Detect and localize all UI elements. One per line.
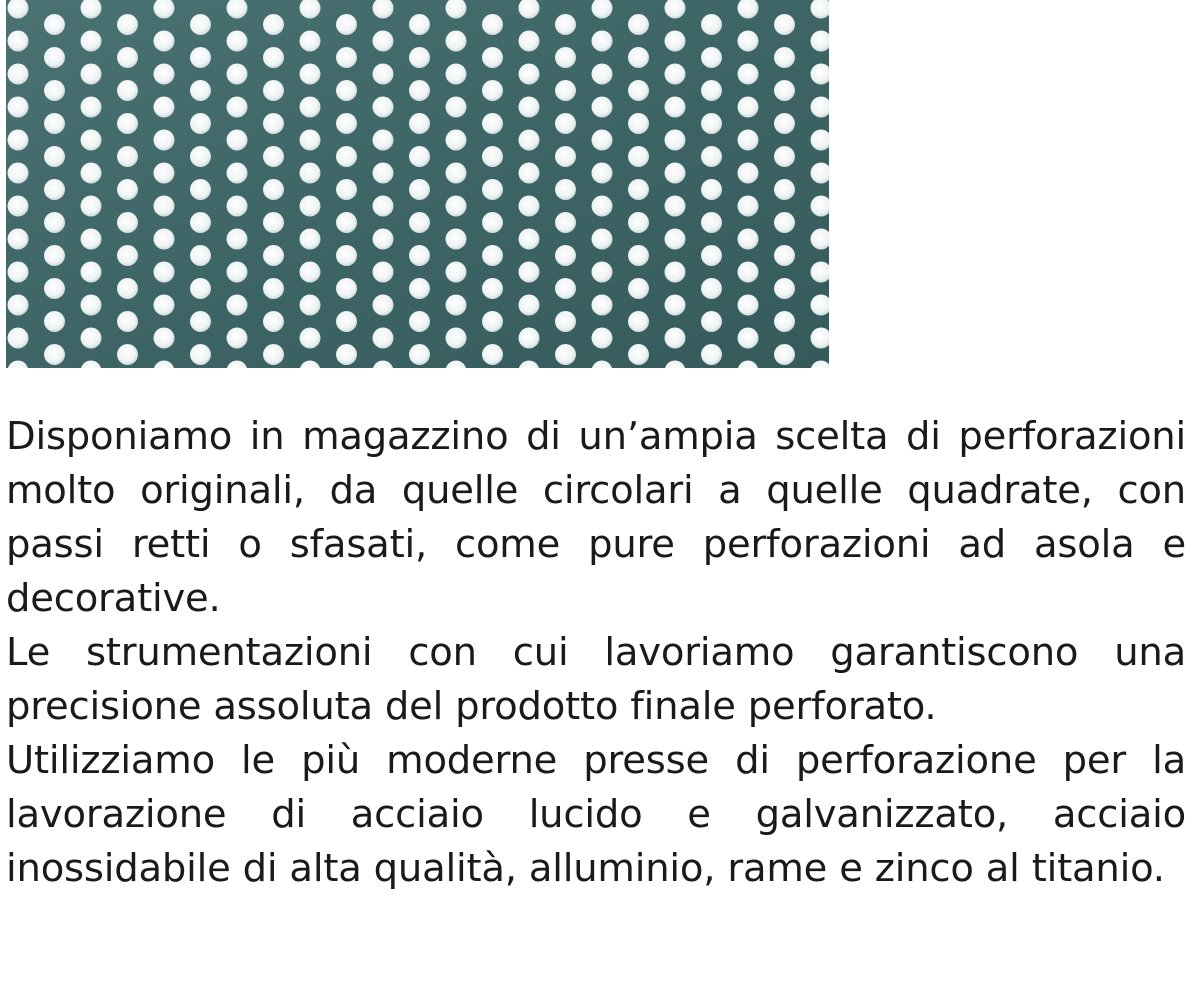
perforation-hole <box>738 130 759 151</box>
perforation-hole <box>482 47 503 68</box>
perforation-hole <box>44 47 65 68</box>
perforation-hole <box>665 262 686 283</box>
perforation-hole <box>409 146 430 167</box>
perforation-hole <box>555 179 576 200</box>
perforation-hole <box>81 196 102 217</box>
perforation-hole <box>774 14 795 35</box>
perforation-hole <box>482 179 503 200</box>
perforation-hole <box>738 229 759 250</box>
perforation-hole <box>8 31 29 52</box>
perforation-hole <box>774 47 795 68</box>
perforation-hole <box>117 212 138 233</box>
perforation-hole <box>81 163 102 184</box>
perforation-hole <box>190 80 211 101</box>
perforation-hole <box>373 64 394 85</box>
perforation-hole <box>81 97 102 118</box>
perforation-hole <box>44 212 65 233</box>
perforation-hole <box>44 146 65 167</box>
perforation-hole <box>263 344 284 365</box>
perforation-hole <box>263 179 284 200</box>
perforation-hole <box>8 163 29 184</box>
perforation-hole <box>227 295 248 316</box>
perforation-hole <box>300 130 321 151</box>
perforation-hole <box>154 31 175 52</box>
perforation-hole <box>373 229 394 250</box>
perforation-hole <box>738 262 759 283</box>
perforation-hole <box>701 80 722 101</box>
perforation-hole <box>154 328 175 349</box>
perforation-hole <box>738 97 759 118</box>
perforation-hole <box>190 245 211 266</box>
perforation-hole <box>519 64 540 85</box>
perforation-hole <box>628 245 649 266</box>
perforation-hole <box>8 130 29 151</box>
perforation-hole <box>592 31 613 52</box>
perforation-hole <box>555 212 576 233</box>
perforation-hole <box>409 278 430 299</box>
perforation-hole <box>446 64 467 85</box>
perforation-hole <box>665 328 686 349</box>
perforation-hole <box>336 146 357 167</box>
perforation-hole <box>446 196 467 217</box>
perforation-hole <box>701 278 722 299</box>
perforation-hole <box>263 146 284 167</box>
perforation-hole <box>555 80 576 101</box>
perforation-hole <box>81 262 102 283</box>
perforation-hole <box>8 97 29 118</box>
perforation-hole <box>44 80 65 101</box>
perforation-hole <box>154 130 175 151</box>
perforation-hole <box>665 31 686 52</box>
perforation-hole <box>738 64 759 85</box>
perforation-hole <box>336 80 357 101</box>
perforation-hole <box>300 64 321 85</box>
perforation-hole <box>519 163 540 184</box>
perforation-hole <box>263 113 284 134</box>
perforation-hole <box>701 113 722 134</box>
perforation-hole <box>592 328 613 349</box>
perforation-hole <box>373 295 394 316</box>
perforation-hole <box>336 113 357 134</box>
perforation-hole <box>774 179 795 200</box>
perforation-hole <box>555 278 576 299</box>
perforation-hole <box>190 14 211 35</box>
perforation-hole <box>665 196 686 217</box>
perforation-hole <box>446 229 467 250</box>
perforation-hole <box>774 344 795 365</box>
perforation-hole <box>446 130 467 151</box>
perforation-hole <box>227 163 248 184</box>
perforation-hole <box>154 262 175 283</box>
perforation-hole <box>190 179 211 200</box>
perforation-hole <box>227 64 248 85</box>
perforation-hole <box>300 97 321 118</box>
perforation-hole <box>738 196 759 217</box>
paragraph-perforations: Disponiamo in magazzino di un’ampia scelta di perforazioni molto originali, da quelle circolari a quelle quadrate, con passi retti o sfasati, come pure perforazioni ad asola e decorative. <box>6 414 1186 621</box>
perforation-hole <box>701 14 722 35</box>
perforation-hole <box>482 311 503 332</box>
perforation-hole <box>628 212 649 233</box>
perforation-hole <box>336 278 357 299</box>
perforation-hole <box>8 64 29 85</box>
perforated-sheet-image <box>6 0 829 368</box>
perforation-hole <box>482 80 503 101</box>
perforation-hole <box>117 278 138 299</box>
perforation-hole <box>519 97 540 118</box>
perforation-hole <box>519 196 540 217</box>
perforation-hole <box>592 229 613 250</box>
perforation-hole <box>446 163 467 184</box>
perforation-hole <box>628 80 649 101</box>
perforation-hole <box>300 163 321 184</box>
perforation-hole <box>373 262 394 283</box>
perforation-hole <box>263 47 284 68</box>
perforation-hole <box>409 14 430 35</box>
perforation-hole <box>81 229 102 250</box>
perforation-hole <box>336 14 357 35</box>
perforation-hole <box>263 245 284 266</box>
perforation-hole <box>81 130 102 151</box>
perforation-hole <box>44 245 65 266</box>
perforation-hole <box>227 262 248 283</box>
perforation-hole <box>665 64 686 85</box>
perforation-hole <box>373 163 394 184</box>
perforation-hole <box>592 196 613 217</box>
perforation-hole <box>592 295 613 316</box>
perforation-hole <box>774 146 795 167</box>
perforation-hole <box>190 212 211 233</box>
perforation-hole <box>154 64 175 85</box>
perforation-hole <box>336 311 357 332</box>
perforation-hole <box>774 212 795 233</box>
perforation-hole <box>519 262 540 283</box>
perforation-hole <box>738 328 759 349</box>
perforation-hole <box>519 229 540 250</box>
perforation-hole <box>8 229 29 250</box>
perforated-sheet-pattern <box>6 0 829 368</box>
perforation-hole <box>482 245 503 266</box>
perforation-hole <box>555 14 576 35</box>
perforation-hole <box>190 278 211 299</box>
perforation-hole <box>263 278 284 299</box>
perforation-hole <box>519 295 540 316</box>
perforation-hole <box>117 47 138 68</box>
perforation-hole <box>117 179 138 200</box>
perforation-hole <box>227 229 248 250</box>
perforation-hole <box>8 295 29 316</box>
perforation-hole <box>300 262 321 283</box>
perforation-hole <box>373 130 394 151</box>
perforation-hole <box>227 328 248 349</box>
perforation-hole <box>373 97 394 118</box>
perforation-hole <box>628 179 649 200</box>
perforation-hole <box>8 262 29 283</box>
perforation-hole <box>555 47 576 68</box>
perforation-hole <box>628 344 649 365</box>
perforation-hole <box>701 47 722 68</box>
perforation-hole <box>409 113 430 134</box>
perforation-hole <box>628 278 649 299</box>
perforation-hole <box>774 113 795 134</box>
perforation-hole <box>373 328 394 349</box>
perforation-hole <box>190 311 211 332</box>
perforation-hole <box>701 344 722 365</box>
perforation-hole <box>738 163 759 184</box>
perforation-hole <box>154 295 175 316</box>
perforation-hole <box>117 311 138 332</box>
perforation-hole <box>446 295 467 316</box>
perforation-hole <box>482 278 503 299</box>
perforation-hole <box>592 262 613 283</box>
perforation-hole <box>774 245 795 266</box>
perforation-hole <box>774 311 795 332</box>
perforation-holes <box>8 0 830 368</box>
perforation-hole <box>482 113 503 134</box>
perforation-hole <box>446 97 467 118</box>
perforation-hole <box>482 212 503 233</box>
perforation-hole <box>446 328 467 349</box>
perforation-hole <box>227 196 248 217</box>
perforation-hole <box>263 311 284 332</box>
perforation-hole <box>592 163 613 184</box>
perforation-hole <box>774 80 795 101</box>
perforation-hole <box>701 245 722 266</box>
perforation-hole <box>300 196 321 217</box>
perforation-hole <box>701 179 722 200</box>
perforation-hole <box>555 146 576 167</box>
perforation-hole <box>336 245 357 266</box>
paragraph-materials: Utilizziamo le più moderne presse di perforazione per la lavorazione di acciaio lucido e galvanizzato, acciaio inossidabile di alta qualità, alluminio, rame e zinco al titanio. <box>6 738 1186 891</box>
perforation-hole <box>300 229 321 250</box>
perforation-hole <box>555 311 576 332</box>
perforation-hole <box>336 212 357 233</box>
perforation-hole <box>190 344 211 365</box>
perforation-hole <box>701 212 722 233</box>
description-text <box>6 410 1186 896</box>
perforation-hole <box>592 130 613 151</box>
perforation-hole <box>8 196 29 217</box>
perforation-hole <box>81 64 102 85</box>
perforation-hole <box>44 344 65 365</box>
perforation-hole <box>519 130 540 151</box>
perforation-hole <box>154 163 175 184</box>
perforation-hole <box>592 97 613 118</box>
perforation-hole <box>628 14 649 35</box>
perforation-hole <box>519 31 540 52</box>
perforation-hole <box>738 31 759 52</box>
perforation-hole <box>44 113 65 134</box>
perforation-hole <box>117 14 138 35</box>
perforation-hole <box>482 344 503 365</box>
perforation-hole <box>665 163 686 184</box>
perforation-hole <box>190 146 211 167</box>
perforation-hole <box>81 295 102 316</box>
perforation-hole <box>482 146 503 167</box>
perforation-hole <box>519 328 540 349</box>
perforation-hole <box>409 80 430 101</box>
perforation-hole <box>263 212 284 233</box>
perforation-hole <box>44 179 65 200</box>
perforation-hole <box>665 130 686 151</box>
perforation-hole <box>665 295 686 316</box>
perforation-hole <box>227 130 248 151</box>
perforation-hole <box>117 80 138 101</box>
perforation-hole <box>665 229 686 250</box>
perforation-hole <box>628 47 649 68</box>
perforation-hole <box>701 146 722 167</box>
perforation-hole <box>665 97 686 118</box>
perforation-hole <box>336 344 357 365</box>
perforation-hole <box>409 179 430 200</box>
perforation-hole <box>446 31 467 52</box>
perforation-hole <box>154 229 175 250</box>
perforation-hole <box>482 14 503 35</box>
perforation-hole <box>409 344 430 365</box>
perforation-hole <box>117 245 138 266</box>
perforation-hole <box>336 179 357 200</box>
perforation-hole <box>227 31 248 52</box>
perforation-hole <box>555 245 576 266</box>
perforation-hole <box>263 80 284 101</box>
perforation-hole <box>300 295 321 316</box>
perforation-hole <box>738 295 759 316</box>
perforation-hole <box>44 311 65 332</box>
perforation-hole <box>628 113 649 134</box>
perforation-hole <box>409 47 430 68</box>
perforation-hole <box>373 31 394 52</box>
perforation-hole <box>8 328 29 349</box>
perforation-hole <box>555 344 576 365</box>
perforation-hole <box>81 328 102 349</box>
perforation-hole <box>154 97 175 118</box>
perforation-hole <box>300 31 321 52</box>
perforation-hole <box>446 262 467 283</box>
perforation-hole <box>628 311 649 332</box>
perforation-hole <box>190 47 211 68</box>
perforation-hole <box>774 278 795 299</box>
perforation-hole <box>336 47 357 68</box>
perforation-hole <box>263 14 284 35</box>
perforation-hole <box>117 113 138 134</box>
perforation-hole <box>701 311 722 332</box>
perforation-hole <box>373 196 394 217</box>
perforation-hole <box>409 212 430 233</box>
perforation-hole <box>409 245 430 266</box>
perforation-hole <box>409 311 430 332</box>
perforation-hole <box>227 97 248 118</box>
perforation-hole <box>555 113 576 134</box>
perforation-hole <box>592 64 613 85</box>
paragraph-precision: Le strumentazioni con cui lavoriamo garantiscono una precisione assoluta del prodotto finale perforato. <box>6 630 1186 729</box>
perforation-hole <box>44 14 65 35</box>
perforation-hole <box>81 31 102 52</box>
perforation-hole <box>44 278 65 299</box>
perforation-hole <box>628 146 649 167</box>
perforation-hole <box>117 146 138 167</box>
perforation-hole <box>190 113 211 134</box>
perforation-hole <box>300 328 321 349</box>
perforation-hole <box>154 196 175 217</box>
perforation-hole <box>117 344 138 365</box>
